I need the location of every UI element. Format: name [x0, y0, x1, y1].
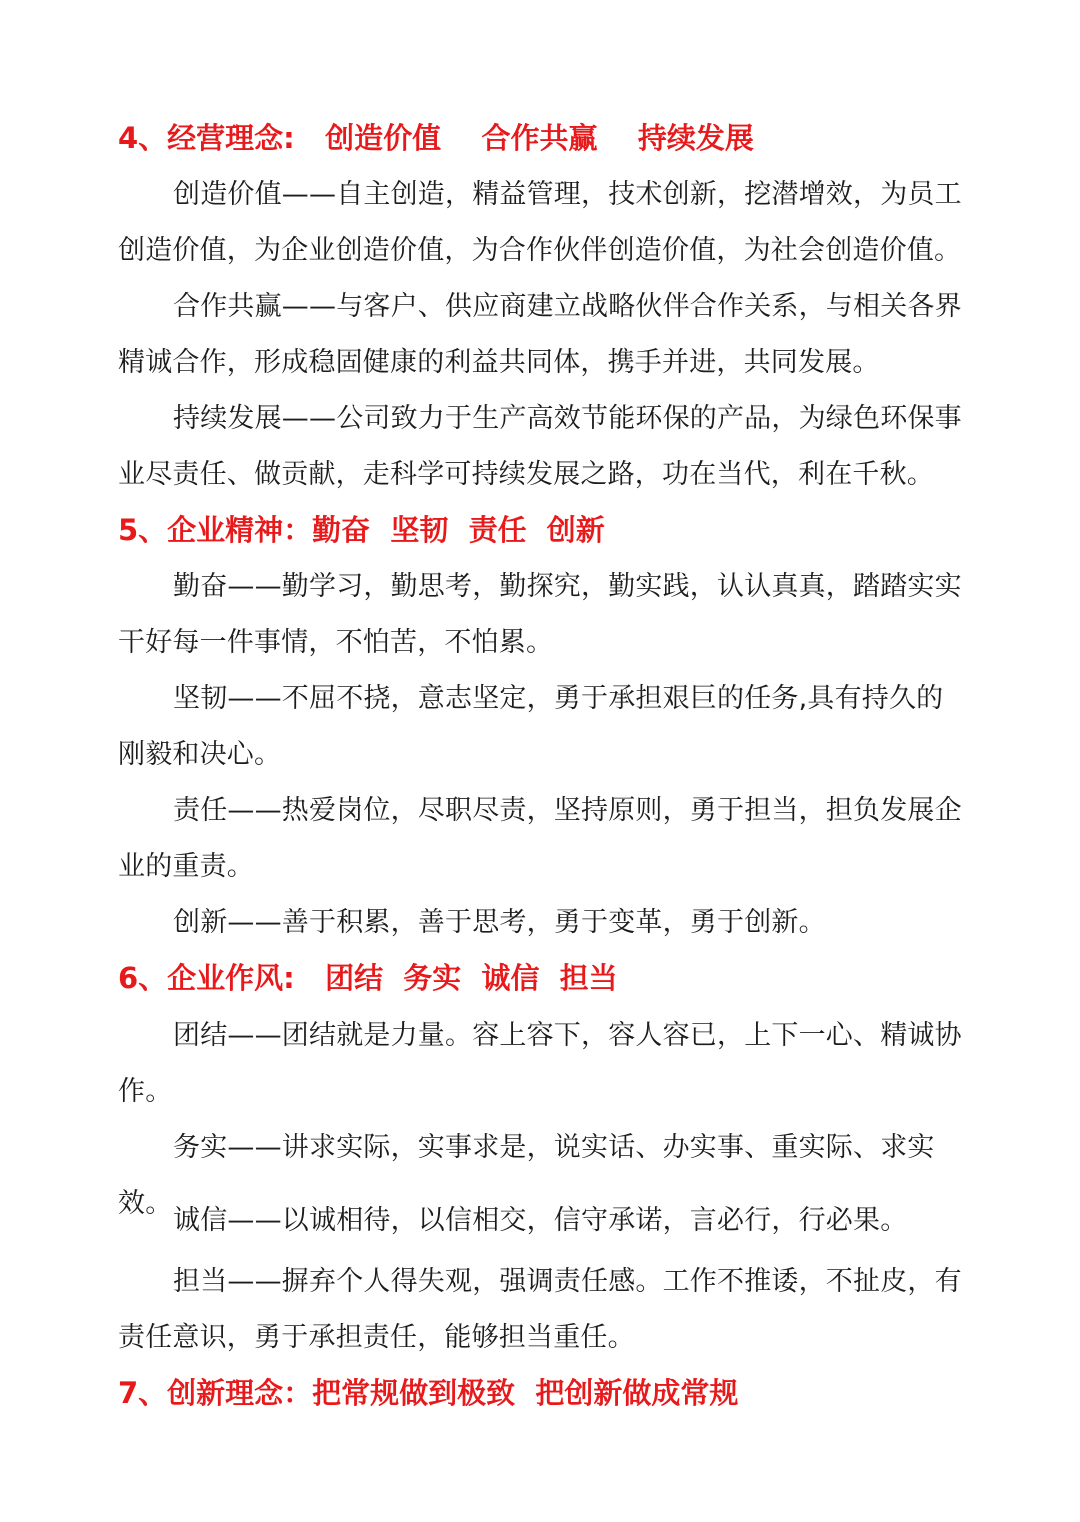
paragraph-diligence: 勤奋——勤学习，勤思考，勤探究，勤实践，认认真真，踏踏实实干好每一件事情，不怕苦，不怕累。: [118, 571, 962, 658]
paragraph-create-value: 创造价值——自主创造，精益管理，技术创新，挖潜增效，为员工创造价值，为企业创造价值，为合作伙伴创造价值，为社会创造价值。: [118, 179, 962, 266]
section-heading-4: 4、经营理念: 创造价值 合作共赢 持续发展: [118, 121, 754, 155]
paragraph-integrity: 诚信——以诚相待，以信相交，信守承诺，言必行，行必果。: [173, 1205, 908, 1236]
section-heading-5: 5、企业精神：勤奋 坚韧 责任 创新: [118, 513, 605, 547]
paragraph-unity: 团结——团结就是力量。容上容下，容人容已，上下一心、精诚协作。: [118, 1020, 962, 1107]
paragraph-pragmatism: 务实——讲求实际，实事求是，说实话、办实事、重实际、求实效。: [118, 1132, 935, 1219]
section-heading-7: 7、创新理念：把常规做到极致 把创新做成常规: [118, 1376, 739, 1410]
paragraph-responsibility: 责任——热爱岗位，尽职尽责，坚持原则，勇于担当，担负发展企业的重责。: [118, 795, 962, 882]
paragraph-cooperation-win-win: 合作共赢——与客户、供应商建立战略伙伴合作关系，与相关各界精诚合作，形成稳固健康的利益共同体，携手并进，共同发展。: [118, 291, 962, 378]
paragraph-innovation: 创新——善于积累，善于思考，勇于变革，勇于创新。: [173, 907, 826, 938]
section-heading-6: 6、企业作风: 团结 务实 诚信 担当: [118, 961, 618, 995]
paragraph-accountability: 担当——摒弃个人得失观，强调责任感。工作不推诿，不扯皮，有责任意识，勇于承担责任，能够担当重任。: [118, 1266, 962, 1353]
paragraph-tenacity: 坚韧——不屈不挠，意志坚定，勇于承担艰巨的任务,具有持久的刚毅和决心。: [118, 683, 944, 770]
paragraph-sustainable-development: 持续发展——公司致力于生产高效节能环保的产品，为绿色环保事业尽责任、做贡献，走科学可持续发展之路，功在当代，利在千秋。: [118, 403, 962, 490]
